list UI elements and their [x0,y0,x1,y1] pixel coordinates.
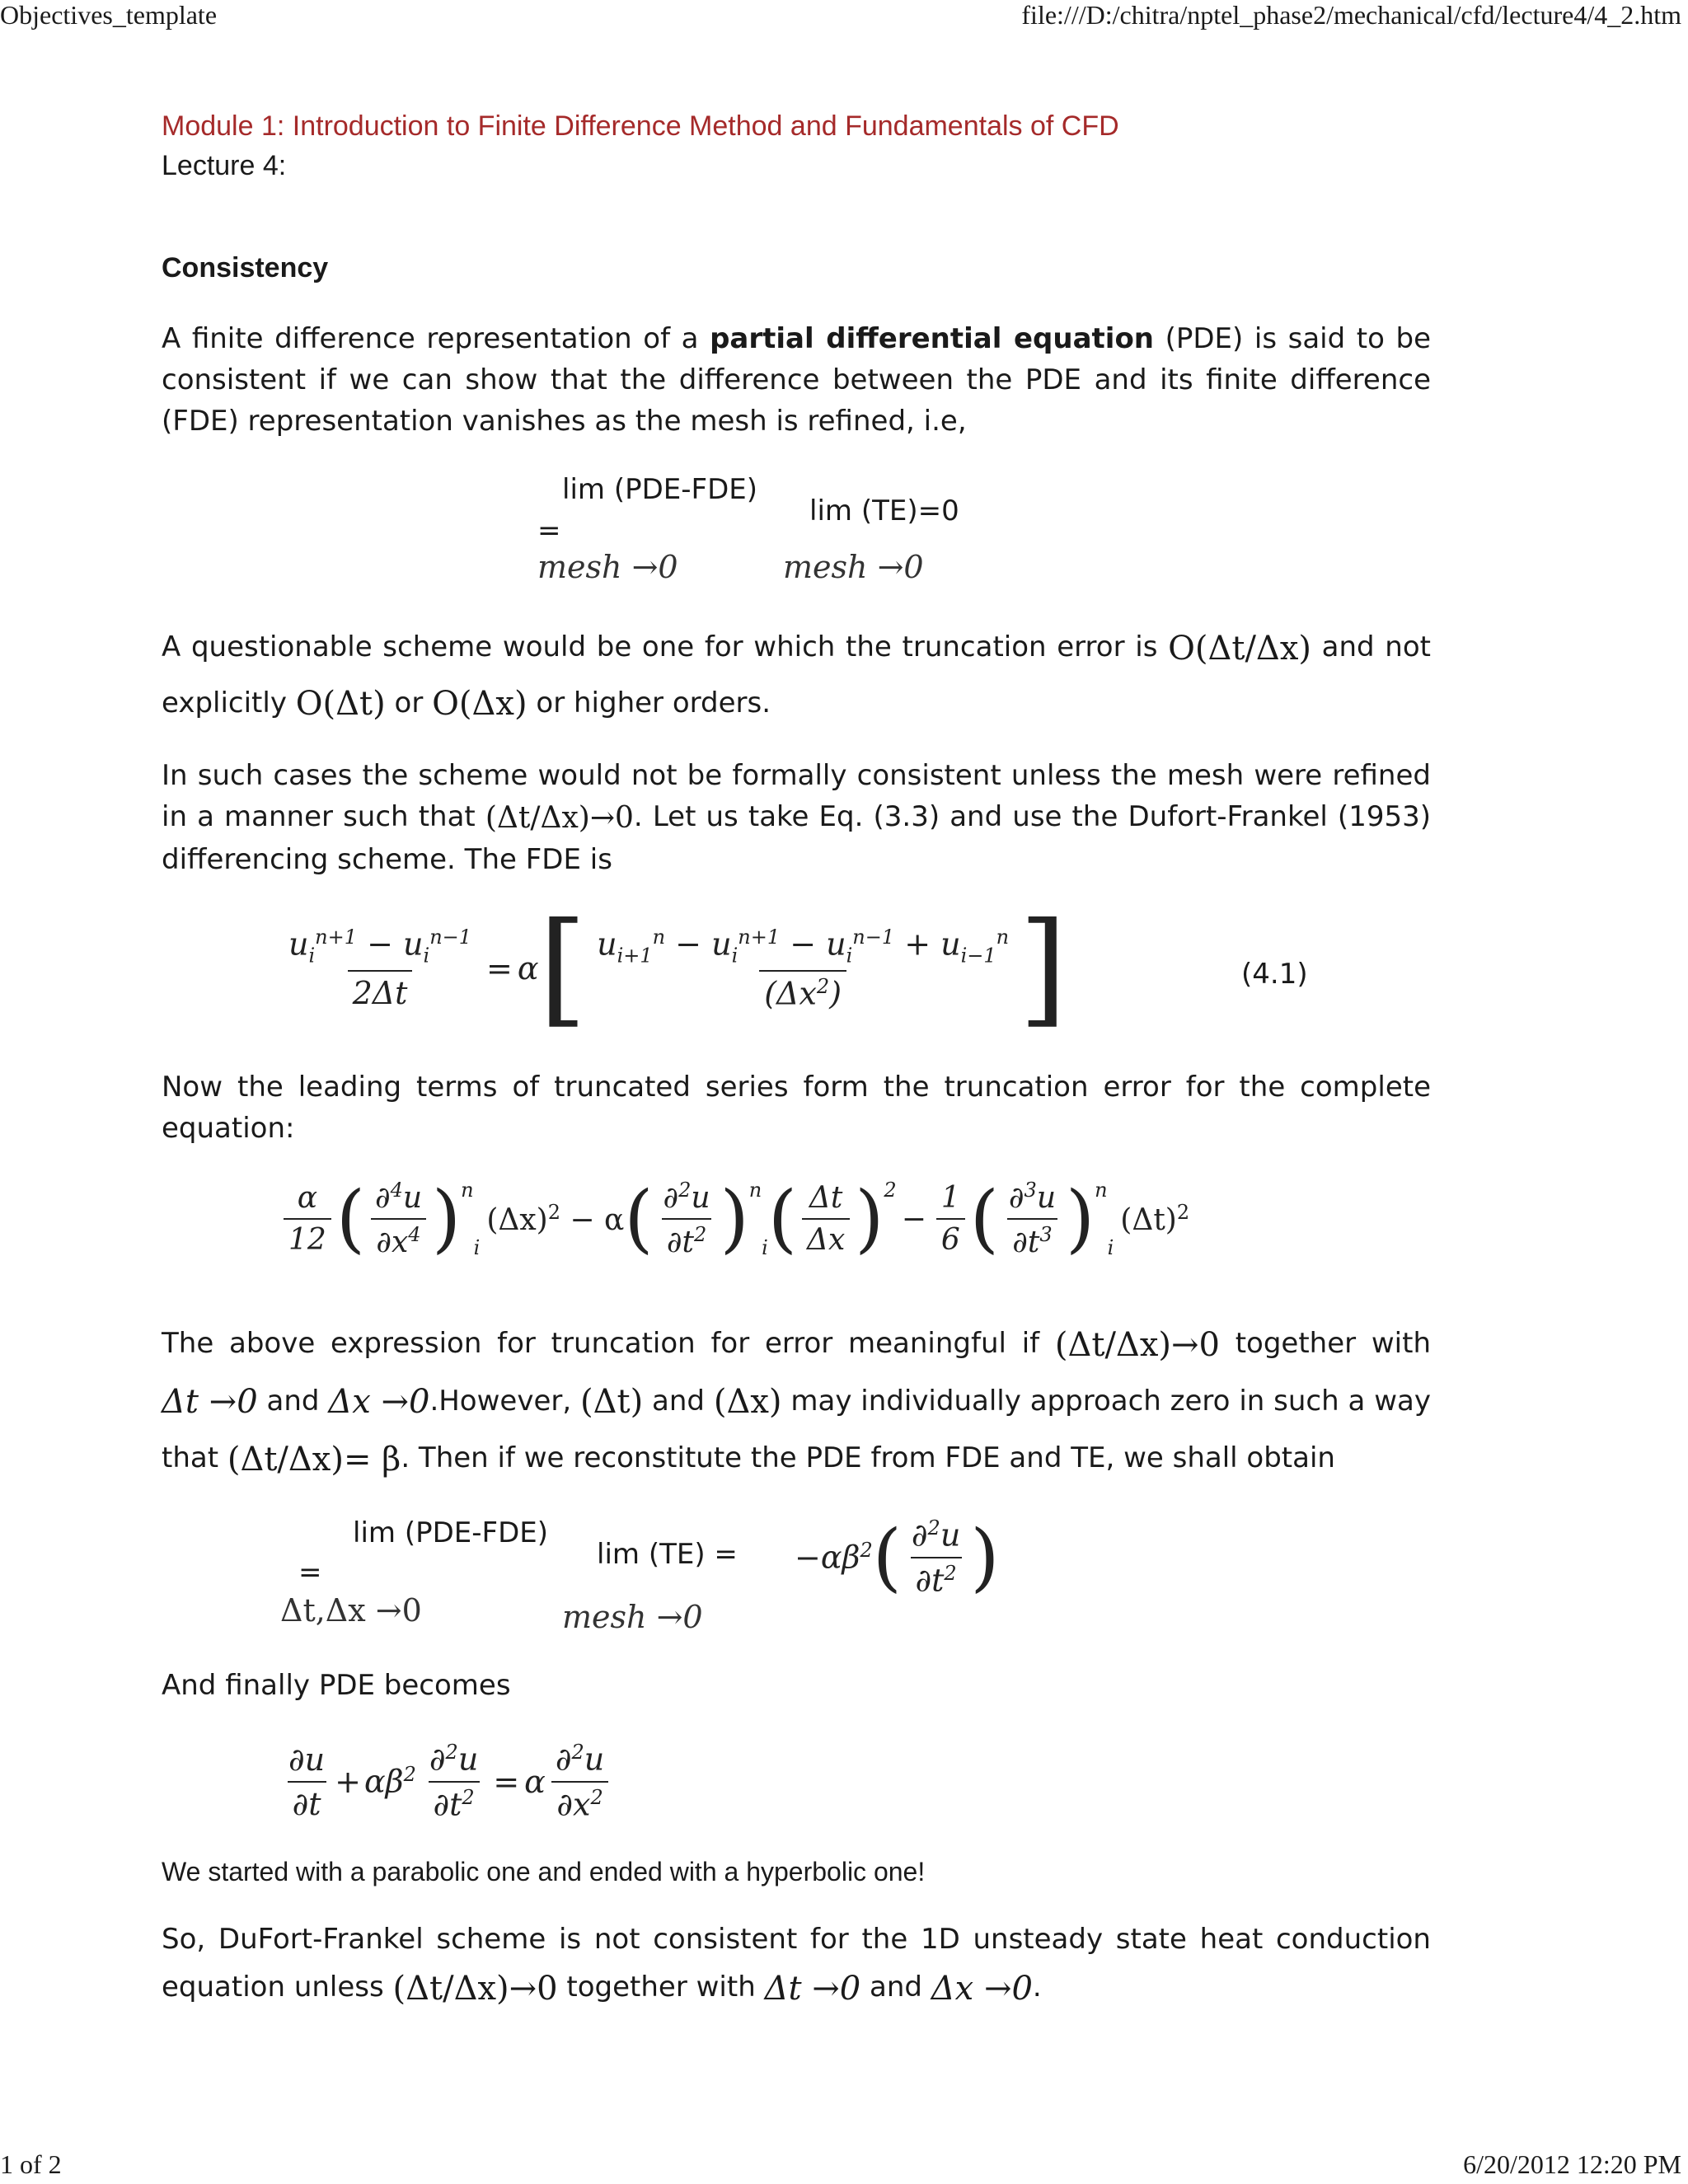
p8-math-1: (Δt/Δx)→0 [392,1969,558,2008]
page-header-title: Objectives_template [0,0,218,30]
p8-text-b: together with [557,1971,765,2004]
eq1-lim-te: lim (TE)=0 [809,494,959,527]
p8-math-3: Δx →0 [931,1969,1033,2008]
eq2-lim-te: lim (TE) = [597,1538,738,1571]
paragraph-dufort-frankel-intro [162,755,1431,880]
eq1-equals: = [537,514,561,547]
p5-math-5: (Δx) [713,1383,782,1421]
p5-math-3: Δx →0 [328,1383,430,1421]
eq1-lim-pde-fde: lim (PDE-FDE) [562,473,758,506]
eq2-mesh-limit: mesh →0 [562,1599,703,1635]
p5-text-g: . Then if we reconstitute the PDE from FDE and TE, we shall obtain [401,1441,1335,1474]
eq1-mesh-limit-1: mesh →0 [537,549,678,585]
order-dt-dx-math: O(Δt/Δx) [1168,629,1311,668]
p5-text-c: and [257,1384,329,1418]
eq2-dt-dx-limit: Δt,Δx →0 [280,1592,422,1629]
paragraph-parabolic-hyperbolic: We started with a parabolic one and ended with a hyperbolic one! [162,1857,926,1886]
p5-text-e: and [643,1384,714,1418]
p8-text-c: and [860,1971,931,2004]
p1-text-a: A finite difference representation of a [162,322,710,355]
order-dt-math: O(Δt) [295,685,386,723]
order-dx-math: O(Δx) [432,685,528,723]
p3-text-a: In such cases the scheme would not be formally consistent unless the mesh were refined in a manner such that [162,759,1431,833]
page-footer-timestamp: 6/20/2012 12:20 PM [1463,2149,1681,2179]
equation-4-1-fde: $\frac{u_i^{n+1} - u_i^{n-1}}{2\Delta t}$ = α [ $\frac{u_{i+1}^n - u_i^{n+1} - u_i^{n-1} + u_{i-1}^n}{(\Delta x^2)}$ ] [288,897,1067,1040]
p5-math-4: (Δt) [580,1383,644,1421]
p2-text-a: A questionable scheme would be one for which the truncation error is [162,630,1169,663]
p5-math-6: (Δt/Δx)= β [227,1440,401,1479]
p2-text-d: or higher orders. [527,686,771,719]
page-header-url: file:///D:/chitra/nptel_phase2/mechanical/cfd/lecture4/4_2.htm [1021,0,1681,30]
equation-4-1-label: (4.1) [1241,958,1308,991]
p8-text-a: So, DuFort-Frankel scheme is not consistent for the 1D unsteady state heat conduction equation unless [162,1923,1431,2004]
p5-text-f: may individually approach zero in such a way that [162,1384,1431,1474]
equation-final-pde: $\frac{\partial u}{\partial t}$ + $\alpha\beta^2$ $\frac{\partial^2u}{\partial t^2}$ = α $\frac{\partial^2u}{\partial x^2}$ [279,1741,614,1822]
p5-math-1: (Δt/Δx)→0 [1054,1325,1220,1364]
paragraph-questionable-scheme [162,620,1431,731]
p5-text-d: .However, [429,1384,581,1418]
page-footer-page-count: 1 of 2 [0,2149,62,2179]
lecture-label: Lecture 4: [162,150,287,181]
eq1-mesh-limit-2: mesh →0 [783,549,924,585]
dt-dx-limit-math: (Δt/Δx)→0 [485,800,634,835]
equation-truncation-error: $\frac{\alpha}{12}$ ( $\frac{\partial^4u}{\partial x^4}$ ) $^n$ i $(\Delta x)^2 - \alpha$ ( $\frac{\partial^2u}{\partial t^2}$ ) $^n$ i ( $\frac{\Delta t}{\Delta x}$ ) $^2$ − $\frac{1}{6}$ ( $\frac{\partial^3u}{\partial t^3}$ ) $^n$ i $(\Delta t)^2$ [279,1179,1189,1259]
paragraph-truncation-meaning [162,1315,1431,1488]
p1-bold-term: partial differential equation [710,322,1155,355]
paragraph-truncation-intro: Now the leading terms of truncated series form the truncation error for the complete equation: [162,1071,1431,1145]
eq2-lim-pde-fde: lim (PDE-FDE) [353,1516,549,1549]
section-heading: Consistency [162,252,329,284]
p8-text-d: . [1032,1971,1042,2004]
eq2-result-expression: − $\alpha\beta^2$ ( $\frac{\partial^2u}{\partial t^2}$ ) [795,1513,1000,1601]
paragraph-consistency-definition [162,318,1431,442]
module-title: Module 1: Introduction to Finite Difference Method and Fundamentals of CFD [162,110,1119,142]
p8-math-2: Δt →0 [764,1969,861,2008]
p1-text-b: (PDE) is said to be consistent if we can show that the difference between the PDE and its finite difference (FDE) representation vanishes as the mesh is refined, i.e, [162,322,1432,438]
p3-text-b: . Let us take Eq. (3.3) and use the Dufort-Frankel (1953) differencing scheme. The FDE is [162,800,1431,876]
p5-text-b: together with [1219,1327,1431,1360]
p2-text-b: and not explicitly [162,630,1431,719]
paragraph-conclusion [162,1915,1431,2013]
p2-text-c: or [385,686,433,719]
p5-math-2: Δt →0 [162,1383,258,1421]
paragraph-final-pde-intro: And finally PDE becomes [162,1669,511,1702]
eq2-equals: = [298,1556,322,1589]
p5-text-a: The above expression for truncation for error meaningful if [162,1327,1055,1360]
